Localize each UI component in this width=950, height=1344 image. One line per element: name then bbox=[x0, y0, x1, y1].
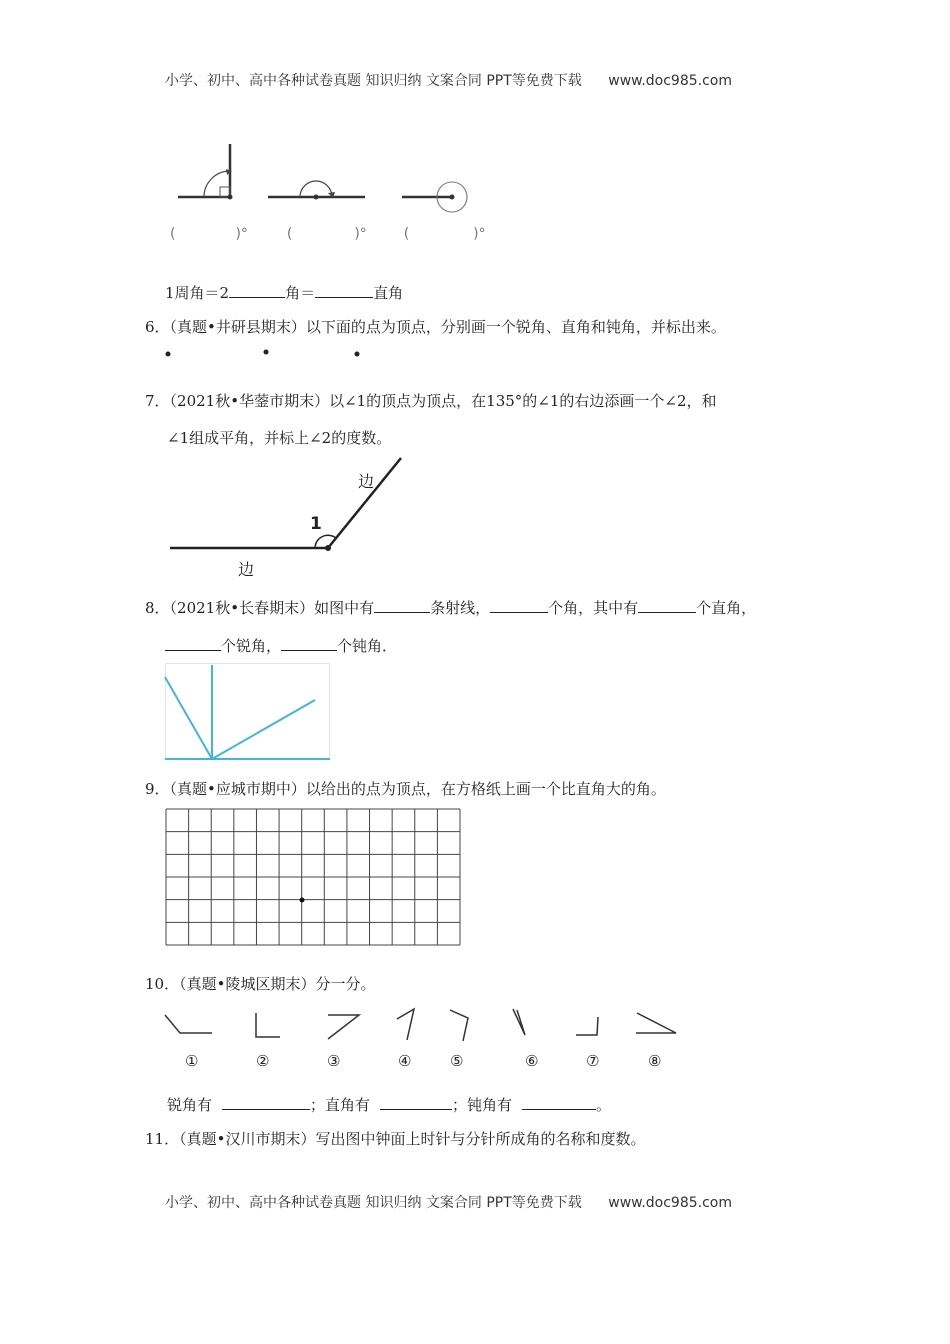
full-angle-figure bbox=[402, 182, 467, 212]
q9-grid-paper[interactable] bbox=[165, 808, 462, 946]
q10-answer-line: 锐角有 ；直角有 ；钝角有 。 bbox=[167, 1096, 612, 1114]
angle-5 bbox=[450, 1010, 468, 1041]
angle-6 bbox=[513, 1009, 525, 1035]
footer-url[interactable]: www.doc985.com bbox=[608, 1195, 732, 1211]
q11-text: 11．（真题•汉川市期末）写出图中钟面上时针与分针所成角的名称和度数。 bbox=[145, 1130, 646, 1148]
given-vertex-point bbox=[300, 898, 305, 903]
straight-angle-figure bbox=[268, 181, 365, 200]
footer-text: 小学、初中、高中各种试卷真题 知识归纳 文案合同 PPT等免费下载 bbox=[165, 1195, 582, 1211]
q7-text-line2: ∠1组成平角，并标上∠2的度数。 bbox=[167, 429, 392, 447]
header-url[interactable]: www.doc985.com bbox=[608, 73, 732, 89]
q7-angle-figure bbox=[165, 455, 425, 585]
angle-2 bbox=[256, 1013, 280, 1037]
q6-vertex-points bbox=[160, 345, 380, 365]
angle-8 bbox=[636, 1013, 676, 1033]
q7-text-line1: 7．（2021秋•华蓥市期末）以∠1的顶点为顶点，在135°的∠1的右边添画一个∠2，和 bbox=[145, 392, 717, 410]
angle-3 bbox=[328, 1015, 359, 1039]
label-4: ④ bbox=[398, 1052, 412, 1070]
page-footer bbox=[165, 1192, 732, 1212]
angle-7 bbox=[576, 1017, 598, 1035]
angle-1 bbox=[165, 1015, 212, 1033]
q10-angle-shapes bbox=[160, 1005, 690, 1045]
q5-answer-parens: ( )° ( )° ( )° bbox=[170, 226, 486, 242]
header-text: 小学、初中、高中各种试卷真题 知识归纳 文案合同 PPT等免费下载 bbox=[165, 73, 582, 89]
q10-text: 10．（真题•陵城区期末）分一分。 bbox=[145, 975, 376, 993]
q5-relation: 1周角＝2 角＝ 直角 bbox=[165, 284, 404, 302]
label-2: ② bbox=[256, 1052, 270, 1070]
q5-angle-figures bbox=[160, 138, 500, 218]
answer-blank[interactable] bbox=[490, 598, 548, 613]
answer-blank[interactable] bbox=[281, 636, 337, 651]
answer-blank[interactable] bbox=[229, 283, 285, 298]
page-header bbox=[165, 70, 732, 90]
label-1: ① bbox=[185, 1052, 199, 1070]
label-3: ③ bbox=[327, 1052, 341, 1070]
answer-blank[interactable] bbox=[222, 1095, 310, 1110]
angle-label-1: 1 bbox=[310, 514, 322, 534]
answer-blank[interactable] bbox=[638, 598, 696, 613]
label-6: ⑥ bbox=[525, 1052, 539, 1070]
right-angle-figure bbox=[178, 144, 233, 200]
vertex-point bbox=[264, 350, 269, 355]
side-label-top: 边 bbox=[358, 472, 375, 491]
label-7: ⑦ bbox=[586, 1052, 600, 1070]
vertex-point bbox=[355, 352, 360, 357]
side-label-bottom: 边 bbox=[238, 560, 255, 579]
q8-rays-figure bbox=[165, 663, 331, 763]
q9-text: 9．（真题•应城市期中）以给出的点为顶点，在方格纸上画一个比直角大的角。 bbox=[145, 780, 666, 798]
q8-text-line2: 个锐角， 个钝角． bbox=[165, 635, 397, 656]
vertex-point bbox=[166, 352, 171, 357]
answer-blank[interactable] bbox=[522, 1095, 596, 1110]
answer-blank[interactable] bbox=[374, 598, 430, 613]
q8-text-line1: 8．（2021秋•长春期末）如图中有 条射线， 个角，其中有 个直角， bbox=[145, 599, 757, 617]
angle-4 bbox=[397, 1009, 414, 1040]
label-5: ⑤ bbox=[450, 1052, 464, 1070]
answer-blank[interactable] bbox=[380, 1095, 452, 1110]
label-8: ⑧ bbox=[648, 1052, 662, 1070]
answer-blank[interactable] bbox=[165, 636, 221, 651]
q6-text: 6．（真题•井研县期末）以下面的点为顶点，分别画一个锐角、直角和钝角，并标出来。 bbox=[145, 318, 726, 336]
answer-blank[interactable] bbox=[315, 283, 373, 298]
